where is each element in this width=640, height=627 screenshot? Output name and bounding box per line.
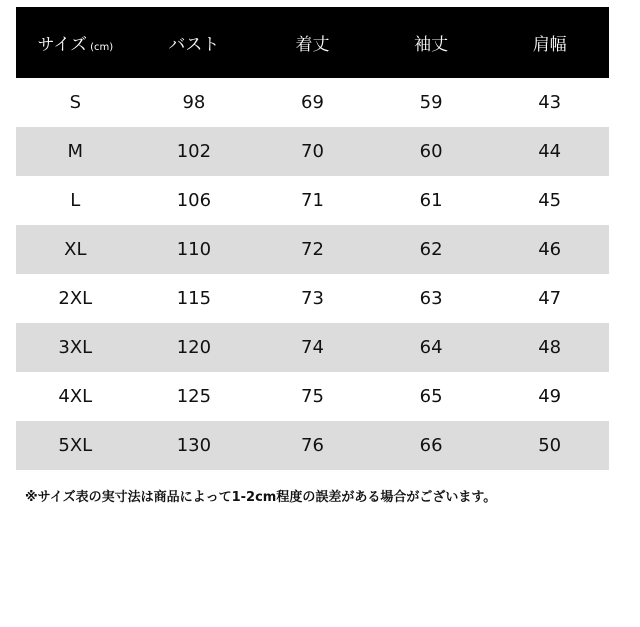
- cell-length: 70: [301, 141, 324, 162]
- cell-sleeve: 61: [419, 190, 443, 211]
- table-header: [16, 7, 609, 78]
- cell-size: L: [70, 190, 81, 211]
- table-row: [16, 421, 609, 470]
- table-row: [16, 225, 609, 274]
- cell-length: 73: [301, 288, 324, 309]
- header-size-unit: (cm): [90, 42, 114, 53]
- header-shoulder: 肩幅: [532, 35, 567, 55]
- cell-sleeve: 64: [419, 337, 443, 358]
- table-row: [16, 176, 609, 225]
- cell-size: 3XL: [58, 337, 93, 358]
- cell-bust: 110: [176, 239, 212, 260]
- cell-shoulder: 47: [538, 288, 562, 309]
- header-size: [16, 7, 135, 78]
- cell-length: 72: [301, 239, 324, 260]
- table-row: [16, 274, 609, 323]
- cell-size: XL: [64, 239, 87, 260]
- table-row: [16, 78, 609, 127]
- size-disclaimer-note: ※サイズ表の実寸法は商品によって1-2cm程度の誤差がある場合がございます。: [25, 490, 497, 505]
- header-sleeve: 袖丈: [414, 35, 449, 55]
- cell-size: 4XL: [58, 386, 93, 407]
- cell-length: 75: [301, 386, 324, 407]
- cell-size: M: [67, 141, 84, 162]
- cell-bust: 115: [176, 288, 212, 309]
- cell-shoulder: 45: [538, 190, 562, 211]
- cell-bust: 125: [176, 386, 212, 407]
- cell-shoulder: 44: [538, 141, 562, 162]
- cell-length: 74: [301, 337, 324, 358]
- header-bust: バスト: [168, 35, 220, 55]
- cell-sleeve: 62: [419, 239, 443, 260]
- cell-bust: 120: [176, 337, 212, 358]
- size-chart-table: [16, 7, 609, 470]
- cell-shoulder: 48: [538, 337, 562, 358]
- header-length: 着丈: [295, 35, 330, 55]
- cell-size: 2XL: [58, 288, 93, 309]
- cell-shoulder: 46: [538, 239, 562, 260]
- cell-sleeve: 59: [419, 92, 443, 113]
- cell-bust: 106: [176, 190, 212, 211]
- table-row: [16, 372, 609, 421]
- cell-sleeve: 65: [419, 386, 443, 407]
- cell-length: 76: [301, 435, 324, 456]
- cell-shoulder: 50: [538, 435, 562, 456]
- table-body: [16, 78, 609, 470]
- cell-size: 5XL: [58, 435, 93, 456]
- cell-sleeve: 60: [419, 141, 443, 162]
- cell-shoulder: 43: [538, 92, 562, 113]
- table-row: [16, 127, 609, 176]
- cell-shoulder: 49: [538, 386, 562, 407]
- cell-length: 69: [301, 92, 324, 113]
- cell-bust: 102: [176, 141, 212, 162]
- table-row: [16, 323, 609, 372]
- cell-sleeve: 63: [419, 288, 443, 309]
- cell-sleeve: 66: [419, 435, 443, 456]
- cell-bust: 130: [176, 435, 212, 456]
- header-size-label: サイズ: [37, 35, 88, 55]
- header-row: [16, 7, 609, 78]
- cell-length: 71: [301, 190, 324, 211]
- cell-bust: 98: [182, 92, 206, 113]
- cell-size: S: [69, 92, 82, 113]
